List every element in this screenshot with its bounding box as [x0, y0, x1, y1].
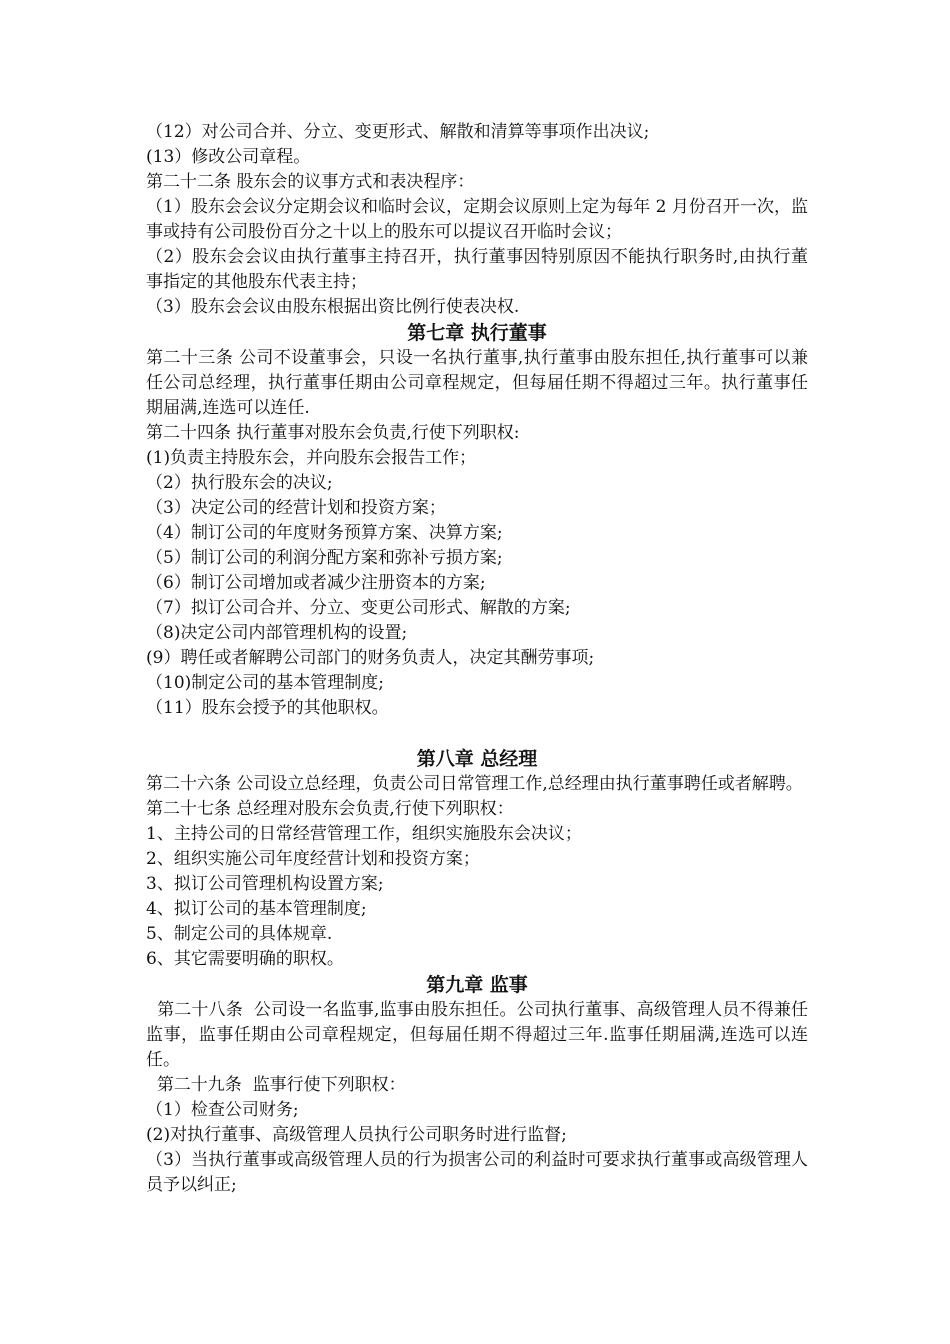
list-item: （10)制定公司的基本管理制度;: [146, 673, 384, 693]
chapter-title-7: 第七章 执行董事: [407, 322, 547, 344]
blank-line: [146, 721, 808, 746]
paragraph: （3）股东会会议由股东根据出资比例行使表决权.: [146, 297, 520, 317]
list-item: 5、制定公司的具体规章.: [146, 924, 333, 944]
document-page: [146, 120, 808, 1198]
list-item: （8)决定公司内部管理机构的设置;: [146, 623, 408, 643]
list-item: 3、拟订公司管理机构设置方案;: [146, 874, 384, 894]
paragraph: （12）对公司合并、分立、变更形式、解散和清算等事项作出决议;: [146, 122, 650, 142]
paragraph: 第二十六条 公司设立总经理，负责公司日常管理工作,总经理由执行董事聘任或者解聘。: [146, 774, 803, 794]
list-item: 1、主持公司的日常经营管理工作，组织实施股东会决议；: [146, 824, 582, 844]
list-item: 4、拟订公司的基本管理制度;: [146, 899, 367, 919]
list-item: 6、其它需要明确的职权。: [146, 949, 344, 969]
article-heading: 第二十四条 执行董事对股东会负责,行使下列职权:: [146, 423, 520, 443]
list-item: （3）当执行董事或高级管理人员的行为损害公司的利益时可要求执行董事或高级管理人员予以纠正;: [146, 1150, 808, 1195]
list-item: （3）决定公司的经营计划和投资方案；: [146, 498, 446, 518]
list-item: （6）制订公司增加或者减少注册资本的方案;: [146, 573, 486, 593]
list-item: 2、组织实施公司年度经营计划和投资方案；: [146, 849, 480, 869]
list-item: (9）聘任或者解聘公司部门的财务负责人，决定其酬劳事项;: [146, 648, 595, 668]
list-item: （11）股东会授予的其他职权。: [146, 698, 389, 718]
paragraph: (13）修改公司章程。: [146, 147, 311, 167]
list-item: （5）制订公司的利润分配方案和弥补亏损方案;: [146, 548, 503, 568]
paragraph: 第二十三条 公司不设董事会，只设一名执行董事,执行董事由股东担任,执行董事可以兼任公司总经理，执行董事任期由公司章程规定，但每届任期不得超过三年。执行董事任期届满,连选可以连任.: [146, 348, 808, 418]
list-item: (1)负责主持股东会，并向股东会报告工作；: [146, 448, 477, 468]
paragraph: （2）股东会会议由执行董事主持召开，执行董事因特别原因不能执行职务时,由执行董事指定的其他股东代表主持；: [146, 247, 808, 292]
paragraph: 第二十八条 公司设一名监事,监事由股东担任。公司执行董事、高级管理人员不得兼任监事，监事任期由公司章程规定，但每届任期不得超过三年.监事任期届满,连选可以连任。: [146, 1000, 808, 1070]
chapter-title-8: 第八章 总经理: [416, 748, 538, 770]
list-item: （2）执行股东会的决议;: [146, 473, 333, 493]
article-heading: 第二十九条 监事行使下列职权：: [146, 1075, 406, 1095]
list-item: （1）检查公司财务;: [146, 1100, 299, 1120]
list-item: （4）制订公司的年度财务预算方案、决算方案;: [146, 523, 503, 543]
list-item: (2)对执行董事、高级管理人员执行公司职务时进行监督;: [146, 1125, 567, 1145]
list-item: （7）拟订公司合并、分立、变更公司形式、解散的方案;: [146, 598, 571, 618]
chapter-title-9: 第九章 监事: [426, 974, 528, 996]
article-heading: 第二十七条 总经理对股东会负责,行使下列职权：: [146, 799, 514, 819]
paragraph: （1）股东会会议分定期会议和临时会议，定期会议原则上定为每年 2 月份召开一次，监事或持有公司股份百分之十以上的股东可以提议召开临时会议；: [146, 197, 808, 242]
article-heading: 第二十二条 股东会的议事方式和表决程序：: [146, 172, 475, 192]
